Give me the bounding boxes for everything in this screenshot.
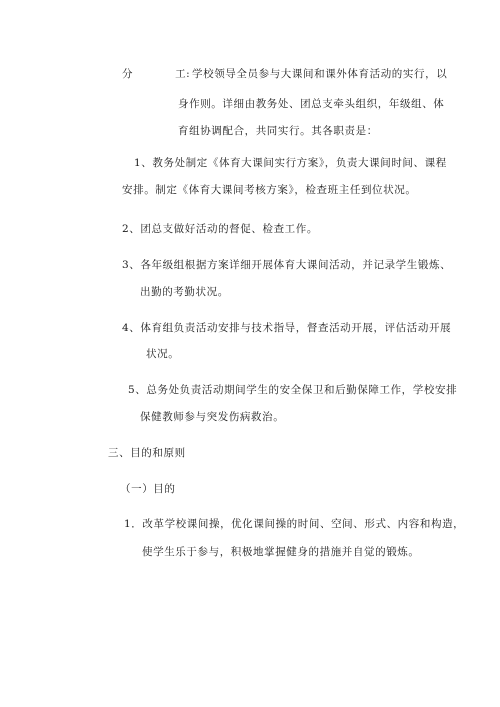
section-three-item1-line-1: 1．改革学校课间操，优化课间操的时间、空间、形式、内容和构造， [124, 518, 465, 530]
duty-3-line-2: 出勤的考勤状况。 [140, 286, 229, 298]
section-three-heading: 三、目的和原则 [108, 447, 186, 459]
duty-4-line-2: 状况。 [146, 348, 180, 360]
division-label-a: 分 [122, 68, 134, 80]
section-three-subheading: （一）目的 [120, 483, 176, 495]
duty-5-line-2: 保健教师参与突发伤病救治。 [140, 411, 285, 423]
duty-4-line-1: 4、体育组负责活动安排与技术指导，督查活动开展，评估活动开展 [122, 322, 452, 334]
division-label [122, 67, 190, 81]
division-text-line-1: 学校领导全员参与大课间和课外体育活动的实行，以 [192, 68, 448, 80]
division-text-line-3: 育组协调配合，共同实行。其各职责是： [178, 125, 378, 137]
duty-1-line-2: 安排。制定《体育大课间考核方案》，检查班主任到位状况。 [122, 184, 417, 196]
division-text-line-2: 身作则。详细由教务处、团总支牵头组织，年级组、体 [178, 98, 445, 110]
division-label-b: 工: [175, 68, 191, 80]
duty-5-line-1: 5、总务处负责活动期间学生的安全保卫和后勤保障工作，学校安排 [128, 384, 458, 396]
duty-2-line-1: 2、团总支做好活动的督促、检查工作。 [122, 223, 318, 235]
duty-3-line-1: 3、各年级组根据方案详细开展体育大课间活动，并记录学生锻炼、 [122, 259, 452, 271]
duty-1-line-1: 1、教务处制定《体育大课间实行方案》，负责大课间时间、课程 [134, 157, 447, 169]
section-three-item1-line-2: 使学生乐于参与，积极地掌握健身的措施并自觉的锻炼。 [142, 546, 420, 558]
